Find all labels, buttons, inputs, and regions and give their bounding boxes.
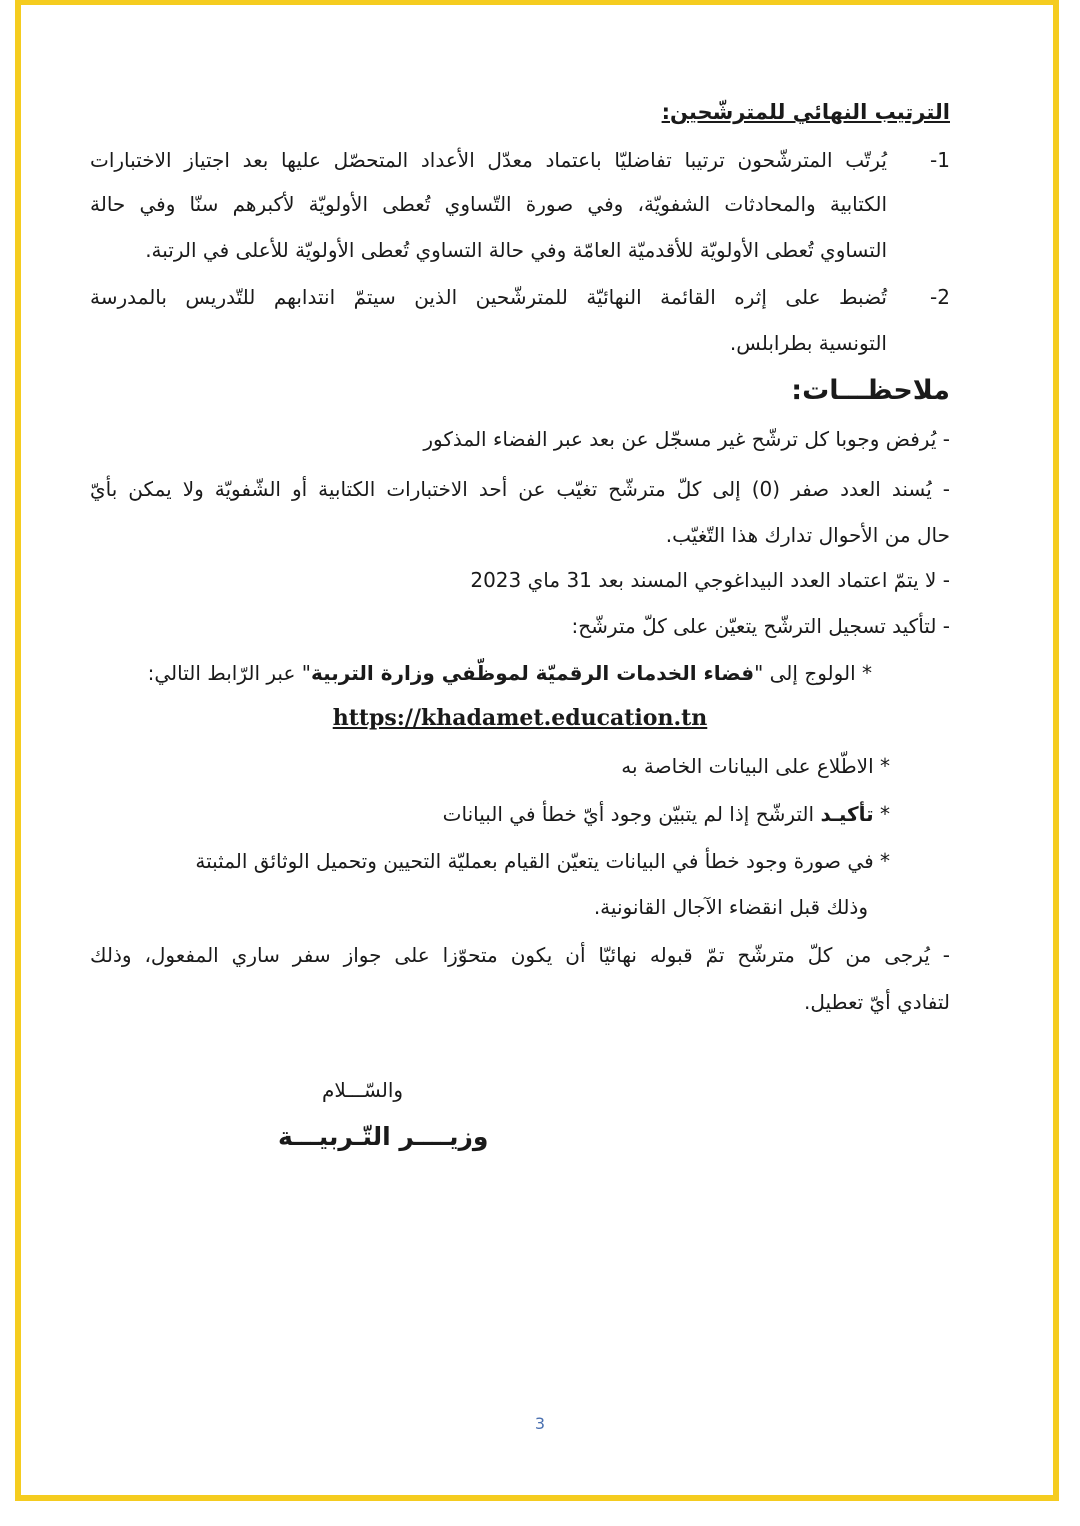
item-number: 1- <box>930 148 950 172</box>
item-2-line-2: التونسية بطرابلس. <box>729 331 887 355</box>
portal-link[interactable]: https://khadamet.education.tn <box>332 705 708 731</box>
notes-title: ملاحظـــات: <box>791 375 950 406</box>
item-1-line-1: يُرتّب المترشّحون ترتيبا تفاضليّا باعتماد معدّل الأعداد المتحصّل عليها بعد اجتياز الاختبارات <box>90 148 887 172</box>
note-zero-score-line-1: - يُسند العدد صفر (0) إلى كلّ مترشّح تغيّب عن أحد الاختبارات الكتابية أو الشّفويّة ولا يمكن بأيّ <box>90 477 950 501</box>
step-update-line-2: وذلك قبل انقضاء الآجال القانونية. <box>593 895 868 919</box>
note-zero-score-line-2: حال من الأحوال تدارك هذا التّغيّب. <box>665 523 950 547</box>
signature-minister: وزيــــر التّـربيـــة <box>278 1122 489 1151</box>
note-pedagogical-score: - لا يتمّ اعتماد العدد البيداغوجي المسند بعد 31 ماي 2023 <box>470 568 950 592</box>
page-number: 3 <box>534 1414 546 1433</box>
item-number: 2- <box>930 285 950 309</box>
step-update-line-1: * في صورة وجود خطأ في البيانات يتعيّن القيام بعمليّة التحيين وتحميل الوثائق المثبتة <box>195 849 890 873</box>
step-review-data: * الاطّلاع على البيانات الخاصة به <box>621 754 890 778</box>
note-confirmation: - لتأكيد تسجيل الترشّح يتعيّن على كلّ مترشّح: <box>571 614 950 638</box>
note-rejection: - يُرفض وجوبا كل ترشّح غير مسجّل عن بعد عبر الفضاء المذكور <box>423 427 950 451</box>
step-access-portal: * الولوج إلى "فضاء الخدمات الرقميّة لموظّفي وزارة التربية" عبر الرّابط التالي: <box>147 661 872 685</box>
signature-greeting: والسّـــلام <box>322 1078 404 1102</box>
item-2-line-1: تُضبط على إثره القائمة النهائيّة للمترشّحين الذين سيتمّ انتدابهم للتّدريس بالمدرسة <box>90 285 887 309</box>
note-passport-line-2: لتفادي أيّ تعطيل. <box>804 990 950 1014</box>
section-heading: الترتيب النهائي للمترشّحين: <box>661 100 950 124</box>
step-confirm: * تأكيـد الترشّح إذا لم يتبيّن وجود أيّ خطأ في البيانات <box>442 802 890 826</box>
item-1-line-2: الكتابية والمحادثات الشفويّة، وفي صورة التّساوي تُعطى الأولويّة لأكبرهم سنّا وفي حالة <box>90 192 887 216</box>
item-1-line-3: التساوي تُعطى الأولويّة للأقدميّة العامّة وفي حالة التساوي تُعطى الأولويّة للأعلى في الرتبة. <box>145 238 887 262</box>
note-passport-line-1: - يُرجى من كلّ مترشّح تمّ قبوله نهائيّا أن يكون متحوّزا على جواز سفر ساري المفعول، وذلك <box>90 943 950 967</box>
document-body-continued <box>90 0 950 1100</box>
